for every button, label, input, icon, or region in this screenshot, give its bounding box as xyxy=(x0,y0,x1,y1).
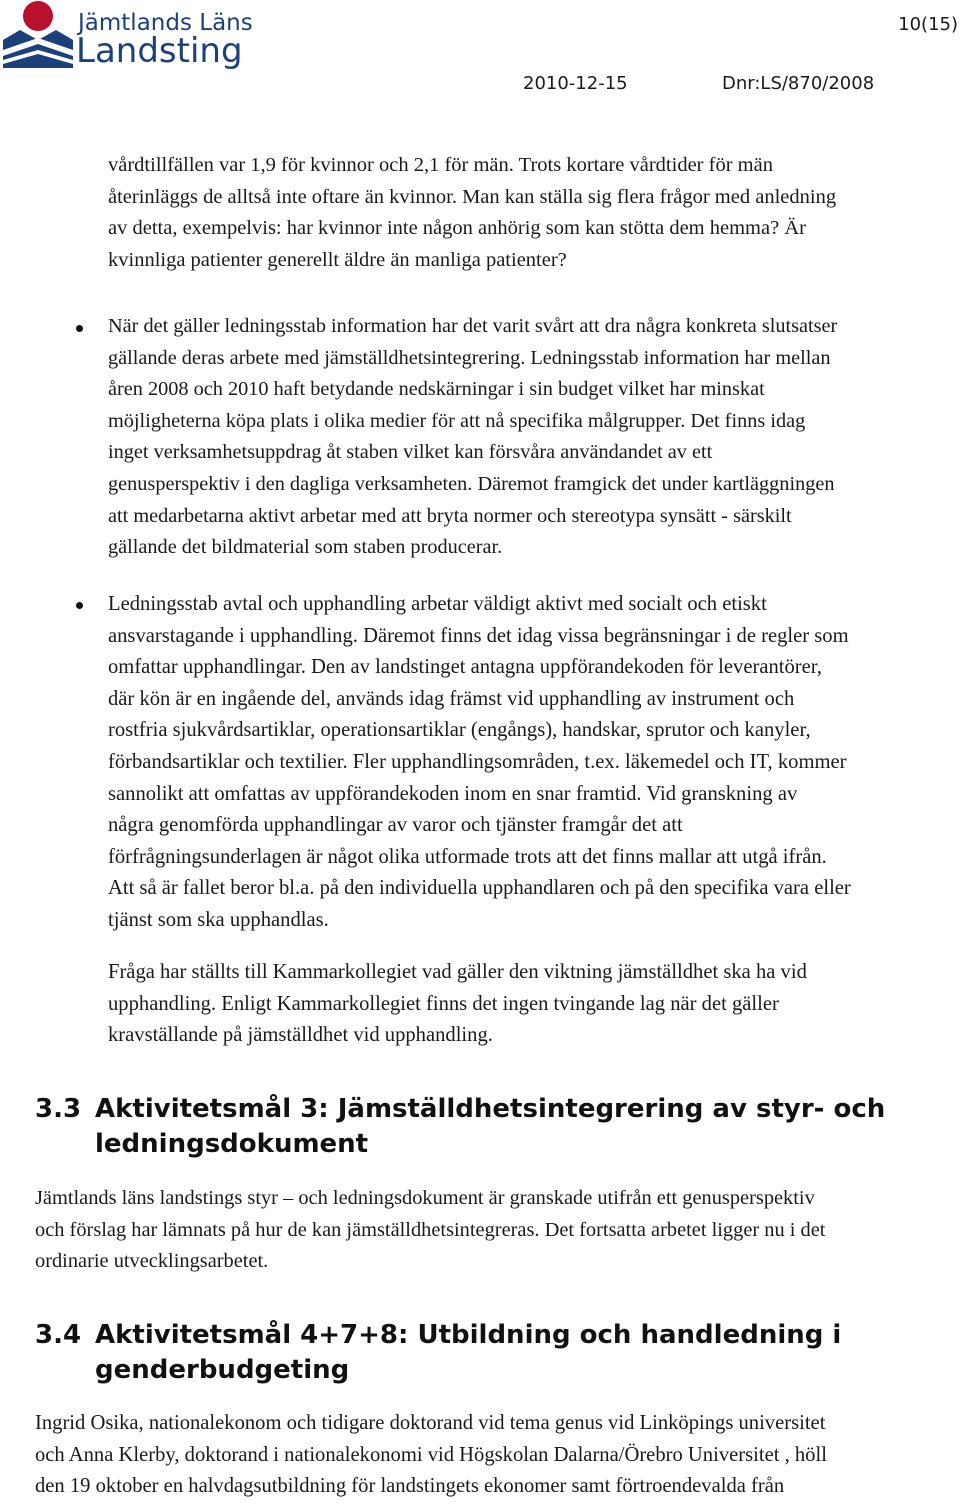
text-line: möjligheterna köpa plats i olika medier för att nå specifika målgrupper. Det finns idag xyxy=(108,409,806,432)
text-line: förbandsartiklar och textilier. Fler upphandlingsområden, t.ex. läkemedel och IT, kommer xyxy=(108,750,847,773)
landsting-logo xyxy=(0,0,253,76)
section-heading-3-4 xyxy=(0,1318,960,1390)
text-line: några genomförda upphandlingar av varor och tjänster framgår det att xyxy=(108,814,683,837)
section-3-3-paragraph xyxy=(35,1183,825,1278)
section-heading-3-3 xyxy=(0,1092,960,1164)
logo-text-line2: Landsting xyxy=(76,31,243,71)
text-line: genusperspektiv i den dagliga verksamheten. Däremot framgick det under kartläggningen xyxy=(108,472,835,495)
section-title-line: ledningsdokument xyxy=(95,1129,369,1159)
text-line: inget verksamhetsuppdrag åt staben vilket kan försvåra användandet av ett xyxy=(108,441,713,464)
text-line: gällande deras arbete med jämställdhetsintegrering. Ledningsstab information har mellan xyxy=(108,346,831,369)
text-line: Ledningsstab avtal och upphandling arbetar väldigt aktivt med socialt och etiskt xyxy=(108,593,767,615)
section-title-line: Aktivitetsmål 4+7+8: Utbildning och handledning i xyxy=(95,1320,842,1350)
bullet-icon xyxy=(76,325,83,332)
text-line: tjänst som ska upphandlas. xyxy=(108,908,329,931)
text-line: återinläggs de alltså inte oftare än kvinnor. Man kan ställa sig flera frågor med anledning xyxy=(108,185,837,208)
text-line: att medarbetarna aktivt arbetar med att bryta normer och stereotypa synsätt - särskilt xyxy=(108,504,792,527)
text-line: Fråga har ställts till Kammarkollegiet vad gäller den viktning jämställdhet ska ha vid xyxy=(108,961,807,983)
text-line: Att så är fallet beror bl.a. på den individuella upphandlaren och på den specifika vara eller xyxy=(108,877,851,900)
section-title-line: genderbudgeting xyxy=(95,1355,350,1385)
text-line: den 19 oktober en halvdagsutbildning för landstingets ekonomer samt förtroendevalda från xyxy=(35,1475,785,1498)
bullet-paragraph-upphandling xyxy=(108,589,851,937)
kammarkollegiet-paragraph xyxy=(108,957,807,1052)
text-line: och Anna Klerby, doktorand i nationalekonomi vid Högskolan Dalarna/Örebro Universitet , höll xyxy=(35,1443,827,1466)
text-line: kravställande på jämställdhet vid upphandling. xyxy=(108,1024,493,1047)
page-number: 10(15) xyxy=(898,14,958,35)
logo-text-line1: Jämtlands Läns xyxy=(78,10,253,36)
text-line: där kön är en ingående del, används idag främst vid upphandling av instrument och xyxy=(108,687,795,710)
text-line: vårdtillfällen var 1,9 för kvinnor och 2,1 för män. Trots kortare vårdtider för män xyxy=(108,154,773,176)
intro-paragraph xyxy=(108,150,836,276)
text-line: av detta, exempelvis: har kvinnor inte någon anhörig som kan stötta dem hemma? Är xyxy=(108,217,806,240)
document-date: 2010-12-15 xyxy=(523,73,628,94)
text-line: omfattar upphandlingar. Den av landstinget antagna uppförandekoden för leverantörer, xyxy=(108,656,822,679)
text-line: sannolikt att omfattas av uppförandekoden inom en snar framtid. Vid granskning av xyxy=(108,782,798,805)
text-line: kvinnliga patienter generellt äldre än manliga patienter? xyxy=(108,248,567,271)
section-number: 3.4 xyxy=(35,1320,82,1350)
bullet-icon xyxy=(76,602,83,609)
text-line: ordinarie utvecklingsarbetet. xyxy=(35,1250,269,1273)
text-line: När det gäller ledningsstab information har det varit svårt att dra några konkreta slutsatser xyxy=(108,315,838,337)
text-line: och förslag har lämnats på hur de kan jämställdhetsintegreras. Det fortsatta arbetet ligger nu i det xyxy=(35,1218,826,1241)
text-line: Jämtlands läns landstings styr – och ledningsdokument är granskade utifrån ett genusperspektiv xyxy=(35,1187,815,1209)
text-line: förfrågningsunderlagen är något olika utformade trots att det finns mallar att utgå ifrån. xyxy=(108,845,827,868)
section-number: 3.3 xyxy=(35,1094,82,1124)
text-line: rostfria sjukvårdsartiklar, operationsartiklar (engångs), handskar, sprutor och kanyler, xyxy=(108,719,811,742)
landsting-emblem-icon xyxy=(0,0,78,72)
text-line: åren 2008 och 2010 haft betydande nedskärningar i sin budget vilket har minskat xyxy=(108,378,765,401)
text-line: upphandling. Enligt Kammarkollegiet finns det ingen tvingande lag när det gäller xyxy=(108,992,779,1015)
text-line: ansvarstagande i upphandling. Däremot finns det idag vissa begränsningar i de regler som xyxy=(108,624,849,647)
section-3-4-paragraph xyxy=(35,1408,827,1503)
text-line: gällande det bildmaterial som staben producerar. xyxy=(108,536,503,559)
section-title-line: Aktivitetsmål 3: Jämställdhetsintegrering av styr- och xyxy=(95,1094,886,1124)
bullet-paragraph-information xyxy=(108,311,837,564)
document-reference: Dnr:LS/870/2008 xyxy=(722,73,875,94)
text-line: Ingrid Osika, nationalekonom och tidigare doktorand vid tema genus vid Linköpings universitet xyxy=(35,1412,826,1434)
